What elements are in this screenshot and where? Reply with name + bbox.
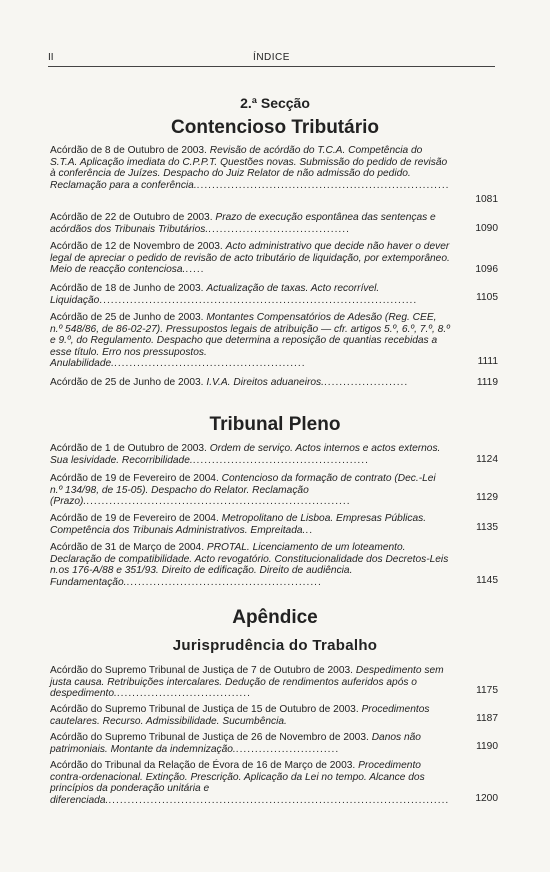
entry-lead: Acórdão do Supremo Tribunal de Justiça de 26 de Novembro de 2003. (50, 732, 369, 743)
entry-page: 1111 (477, 356, 498, 367)
entry-lead: Acórdão de 25 de Junho de 2003. (50, 312, 204, 323)
entry-page: 1145 (476, 575, 498, 586)
index-title: ÍNDICE (253, 52, 290, 63)
entry-page: 1200 (475, 793, 498, 804)
entry-lead: Acórdão de 22 de Outubro de 2003. (50, 212, 213, 223)
entry-lead: Acórdão de 18 de Junho de 2003. (50, 283, 204, 294)
entry-page: 1081 (475, 194, 498, 205)
entry-lead: Acórdão de 1 de Outubro de 2003. (50, 443, 207, 454)
entry-page: 1175 (476, 685, 498, 696)
entry-description: PROTAL. Licenciamento de um loteamento. Declaração de compatibilidade. Acto revogatório. Constitucionalidade dos Decretos-Leis n.os 176-A/88 e 351/93. Direito de edificação. Direito de audiência. Fundamentação. (50, 542, 449, 588)
entry-description: I.V.A. Direitos aduaneiros. (206, 377, 324, 388)
entry-lead: Acórdão do Supremo Tribunal de Justiça de 15 de Outubro de 2003. (50, 704, 359, 715)
index-entry[interactable]: Acórdão de 19 de Fevereiro de 2004. Contencioso da formação de contrato (Dec.-Lei n.º 134/98, de 15-05). Despacho do Relator. Reclamação (Prazo)...................................................................... (50, 473, 436, 507)
entry-page: 1105 (476, 292, 498, 303)
entry-lead: Acórdão de 19 de Fevereiro de 2004. (50, 473, 219, 484)
entry-description: Prazo de execução espontânea das sentenças e acórdãos dos Tribunais Tributários. (50, 212, 436, 235)
entry-description: Acto administrativo que decide não haver o dever legal de apreciar o pedido de revisão de acto tributário de liquidação, por extemporâneo. Meio de reacção contenciosa. (50, 241, 450, 275)
entry-description: Contencioso da formação de contrato (Dec.-Lei n.º 134/98, de 15-05). Despacho do Relator. Reclamação (Prazo). (50, 473, 436, 507)
entry-lead: Acórdão do Supremo Tribunal de Justiça de 7 de Outubro de 2003. (50, 665, 353, 676)
entry-page: 1190 (476, 741, 498, 752)
entry-description: Montantes Compensatórios de Adesão (Reg. CEE, n.º 548/86, de 86-02-27). Pressupostos legais de atribuição — cfr. artigos 5.º, 6.º, 7.º, 8.º e 9.º, do Regulamento. Despacho que determina a reposição de quantias recebidas a esse título. Erro nos pressupostos. Anulabilidade. (50, 312, 450, 369)
entry-lead: Acórdão de 19 de Fevereiro de 2004. (50, 513, 219, 524)
entry-page: 1135 (476, 522, 498, 533)
index-entry[interactable]: Acórdão de 8 de Outubro de 2003. Revisão de acórdão do T.C.A. Competência do S.T.A. Aplicação imediata do C.P.P.T. Questões novas. Submissão do pedido de revisão à conferência de Juízes. Despacho do Juiz Relator de não admissão do pedido. Reclamação para a conferência................................................................... (50, 145, 450, 191)
entry-description: Metropolitano de Lisboa. Empresas Públicas. Competência dos Tribunais Administrativos. Empreitada. (50, 513, 427, 536)
entry-lead: Acórdão de 25 de Junho de 2003. (50, 377, 204, 388)
index-entry[interactable]: Acórdão de 18 de Junho de 2003. Actualização de taxas. Acto recorrível. Liquidação................................................................................... (50, 283, 418, 306)
section-title-pleno: Tribunal Pleno (209, 414, 341, 435)
entry-page: 1096 (475, 264, 498, 275)
index-entry[interactable]: Acórdão do Tribunal da Relação de Évora de 16 de Março de 2003. Procedimento contra-ordenacional. Extinção. Prescrição. Aplicação da Lei no tempo. Alcance dos princípios da ponderação unitária e diferenciada.......................................................................................... (50, 760, 450, 806)
entry-description: Ordem de serviço. Actos internos e actos externos. Sua lesividade. Recorribilidade. (50, 443, 441, 466)
entry-lead: Acórdão de 8 de Outubro de 2003. (50, 145, 207, 156)
entry-page: 1119 (476, 377, 498, 388)
index-entry[interactable]: Acórdão do Supremo Tribunal de Justiça de 7 de Outubro de 2003. Despedimento sem justa causa. Retribuições intercalares. Dedução de rendimentos auferidos após o despedimento.................................... (50, 665, 444, 699)
entry-page: 1187 (476, 713, 498, 724)
index-entry[interactable]: Acórdão do Supremo Tribunal de Justiça de 26 de Novembro de 2003. Danos não patrimoniais. Montante da indemnização............................ (50, 732, 421, 755)
entry-lead: Acórdão de 12 de Novembro de 2003. (50, 241, 223, 252)
index-entry[interactable]: Acórdão de 25 de Junho de 2003. Montantes Compensatórios de Adesão (Reg. CEE, n.º 548/86, de 86-02-27). Pressupostos legais de atribuição — cfr. artigos 5.º, 6.º, 7.º, 8.º e 9.º, do Regulamento. Despacho que determina a reposição de quantias recebidas a esse título. Erro nos pressupostos. Anulabilidade................................................... (50, 312, 450, 369)
page-number: II (48, 52, 54, 63)
entry-description: Revisão de acórdão do T.C.A. Competência do S.T.A. Aplicação imediata do C.P.P.T. Questões novas. Submissão do pedido de revisão à conferência de Juízes. Despacho do Juiz Relator de não admissão do pedido. Reclamação para a conferência. (50, 145, 448, 191)
index-entry[interactable]: Acórdão de 1 de Outubro de 2003. Ordem de serviço. Actos internos e actos externos. Sua lesividade. Recorribilidade............................................... (50, 443, 441, 466)
index-entry[interactable]: Acórdão de 12 de Novembro de 2003. Acto administrativo que decide não haver o dever legal de apreciar o pedido de revisão de acto tributário de liquidação, por extemporâneo. Meio de reacção contenciosa...... (50, 241, 450, 275)
entry-description: Procedimento contra-ordenacional. Extinção. Prescrição. Aplicação da Lei no tempo. Alcance dos princípios da ponderação unitária e diferenciada. (50, 760, 425, 806)
entry-description: Procedimentos cautelares. Recurso. Admissibilidade. Sucumbência. (50, 704, 430, 727)
entry-lead: Acórdão do Tribunal da Relação de Évora de 16 de Março de 2003. (50, 760, 356, 771)
entry-description: Despedimento sem justa causa. Retribuições intercalares. Dedução de rendimentos auferidos após o despedimento. (50, 665, 444, 699)
entry-description: Actualização de taxas. Acto recorrível. Liquidação (50, 283, 380, 306)
index-entry[interactable] (50, 704, 450, 727)
entry-page: 1090 (475, 223, 498, 234)
section-subtitle: 2.ª Secção (240, 95, 310, 111)
entry-description: Danos não patrimoniais. Montante da indemnização. (50, 732, 421, 755)
entry-lead: Acórdão de 31 de Março de 2004. (50, 542, 205, 553)
entry-page: 1124 (476, 454, 498, 465)
appendix-subtitle: Jurisprudência do Trabalho (172, 637, 378, 654)
index-entry[interactable]: Acórdão de 22 de Outubro de 2003. Prazo de execução espontânea das sentenças e acórdãos dos Tribunais Tributários...................................... (50, 212, 436, 235)
running-header (48, 46, 495, 67)
entry-page: 1129 (476, 492, 498, 503)
index-entry[interactable]: Acórdão de 19 de Fevereiro de 2004. Metropolitano de Lisboa. Empresas Públicas. Competência dos Tribunais Administrativos. Empreitada... (50, 513, 427, 536)
appendix-title: Apêndice (232, 607, 318, 628)
section-title-contencioso: Contencioso Tributário (171, 117, 379, 138)
index-entry[interactable]: Acórdão de 25 de Junho de 2003. I.V.A. Direitos aduaneiros....................... (50, 377, 409, 388)
index-entry[interactable]: Acórdão de 31 de Março de 2004. PROTAL. Licenciamento de um loteamento. Declaração de compatibilidade. Acto revogatório. Constitucionalidade dos Decretos-Leis n.os 176-A/88 e 351/93. Direito de edificação. Direito de audiência. Fundamentação.................................................... (50, 542, 449, 588)
